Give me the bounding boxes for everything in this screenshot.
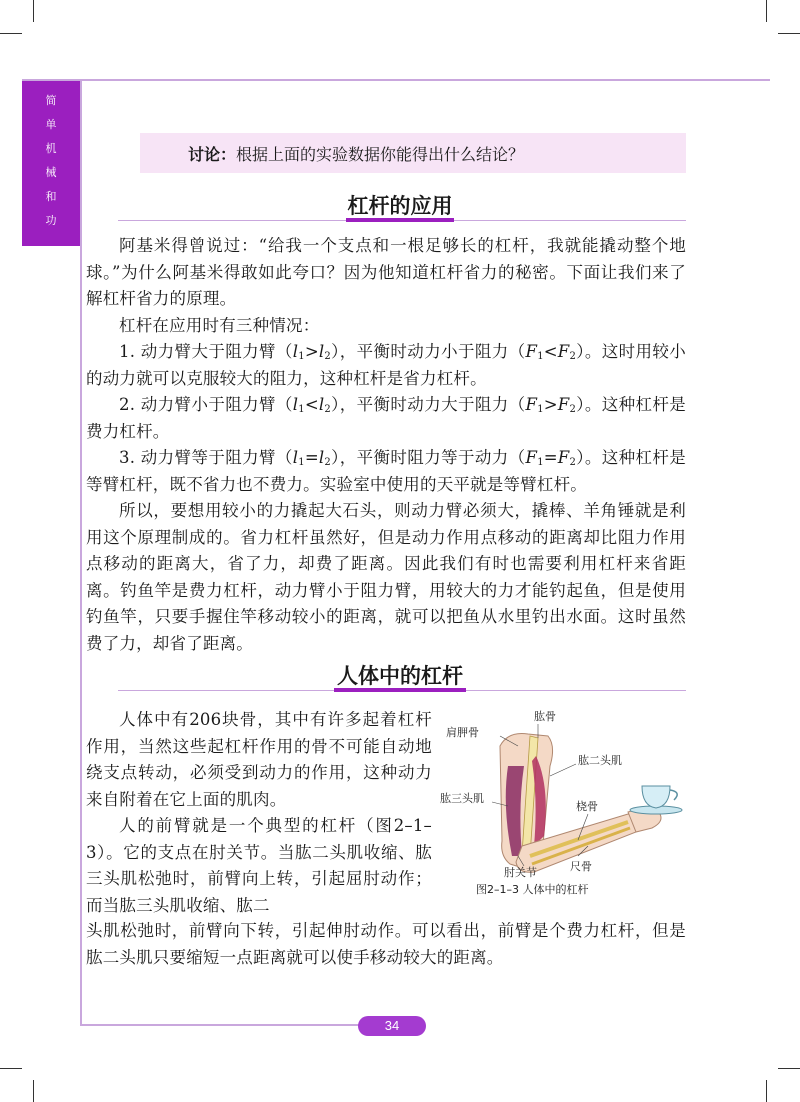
symbol: F [557,448,570,467]
paragraph [86,313,686,340]
title-accent-bar [334,688,466,692]
relation: > [304,342,319,361]
subscript: 2 [569,351,577,362]
text: 3. 动力臂等于阻力臂（ [119,448,293,467]
label-elbow: 肘关节 [504,866,537,879]
relation: > [543,395,558,414]
symbol: l [318,448,325,467]
page-frame-left [80,81,82,1026]
symbol: l [292,448,299,467]
label-biceps: 肱二头肌 [578,754,622,767]
subscript: 1 [537,457,544,468]
side-tab-char: 机 [45,142,57,155]
subscript: 1 [537,351,544,362]
crop-mark [0,1068,22,1069]
chapter-side-tab [22,81,80,246]
paragraph-text: 人的前臂就是一个典型的杠杆（图2–1–3）。它的支点在肘关节。当肱二头肌收缩、肱三头肌松弛时，前臂向上转，引起屈肘动作；而当肱三头肌收缩、肱二 [86,816,432,915]
discussion-text: 根据上面的实验数据你能得出什么结论？ [236,144,525,164]
symbol: l [318,342,325,361]
label-triceps: 肱三头肌 [440,792,484,805]
subscript: 2 [324,457,331,468]
crop-mark [766,0,767,22]
paragraph-text: 头肌松弛时，前臂向下转，引起伸肘动作。可以看出，前臂是个费力杠杆，但是肱二头肌只要缩短一点距离就可以使手移动较大的距离。 [86,921,686,967]
arm-illustration [438,706,688,881]
paragraph [86,233,686,313]
subscript: 2 [324,404,331,415]
discussion-label: 讨论： [188,144,237,164]
text: ）。这种杠杆是等臂杠杆，既不省力也不费力。实验室中使用的天平就是等臂杠杆。 [86,448,686,494]
crop-mark [778,33,800,34]
symbol: F [557,342,570,361]
page-number: 34 [358,1016,426,1036]
paragraph-text: 所以，要想用较小的力撬起大石头，则动力臂必须大，撬棒、羊角锤就是利用这个原理制成的。省力杠杆虽然好，但是动力作用点移动的距离却比阻力作用点移动的距离大，省了力，却费了距离。因此我们有时也需要利用杠杆来省距离。钓鱼竿是费力杠杆，动力臂小于阻力臂，用较大的力才能钓起鱼，但是使用钓鱼竿，只要手握住竿移动较小的距离，就可以把鱼从水里钓出水面。这时虽然费了力，却省了距离。 [86,501,686,653]
side-tab-char: 械 [45,166,57,179]
relation: < [304,395,319,414]
symbol: l [292,342,299,361]
subscript: 1 [298,457,305,468]
subscript: 1 [298,351,305,362]
title-accent-bar [346,218,454,222]
subscript: 2 [569,404,577,415]
page-frame-bottom [80,1024,360,1026]
forearm-lever-figure [438,706,688,902]
label-humerus: 肱骨 [534,710,556,723]
section-title-body-levers: 人体中的杠杆 [337,664,463,688]
symbol: l [318,395,325,414]
paragraph [86,813,432,919]
side-tab-char: 单 [45,118,57,131]
text: ）。这种杠杆是费力杠杆。 [86,395,686,441]
page-frame-top [22,79,770,81]
text: ），平衡时阻力等于动力（ [330,448,526,467]
label-scapula: 肩胛骨 [446,726,479,739]
symbol: l [292,395,299,414]
side-tab-char: 和 [45,190,57,203]
text: 2. 动力臂小于阻力臂（ [119,395,293,414]
subscript: 1 [537,404,544,415]
subscript: 2 [324,351,331,362]
text: ），平衡时动力大于阻力（ [330,395,526,414]
relation: < [543,342,558,361]
side-tab-char: 功 [45,214,57,227]
text: ）。这时用较小的动力就可以克服较大的阻力，这种杠杆是省力杠杆。 [86,342,686,388]
paragraph-text: 阿基米得曾说过：“给我一个支点和一根足够长的杠杆，我就能撬动整个地球。”为什么阿基米得敢如此夸口？因为他知道杠杆省力的秘密。下面让我们来了解杠杆省力的原理。 [86,236,686,308]
symbol: F [525,448,538,467]
paragraph-case-1 [86,339,686,392]
text: ），平衡时动力小于阻力（ [330,342,526,361]
crop-mark [0,33,22,34]
paragraph [86,498,686,657]
side-tab-char: 简 [45,94,57,107]
symbol: F [557,395,570,414]
paragraph-case-3 [86,445,686,498]
subscript: 2 [569,457,577,468]
paragraph-text: 杠杆在应用时有三种情况： [119,316,320,335]
paragraph-case-2 [86,392,686,445]
label-radius: 桡骨 [576,800,598,813]
relation: = [304,448,319,467]
figure-caption: 图2–1–3 人体中的杠杆 [476,883,589,896]
text: 1. 动力臂大于阻力臂（ [119,342,293,361]
crop-mark [33,1080,34,1102]
paragraph [86,707,432,813]
section-title-lever-application: 杠杆的应用 [347,194,453,218]
symbol: F [525,395,538,414]
paragraph-text: 人体中有206块骨，其中有许多起着杠杆作用，当然这些起杠杆作用的骨不可能自动地绕支点转动，必须受到动力的作用，这种动力来自附着在它上面的肌肉。 [86,710,432,809]
subscript: 1 [298,404,305,415]
crop-mark [33,0,34,22]
relation: = [543,448,558,467]
teacup [642,786,670,808]
teacup-handle [670,790,677,800]
crop-mark [766,1080,767,1102]
discussion-box [140,133,686,173]
label-ulna: 尺骨 [570,860,592,873]
paragraph [86,918,686,971]
symbol: F [525,342,538,361]
crop-mark [778,1068,800,1069]
